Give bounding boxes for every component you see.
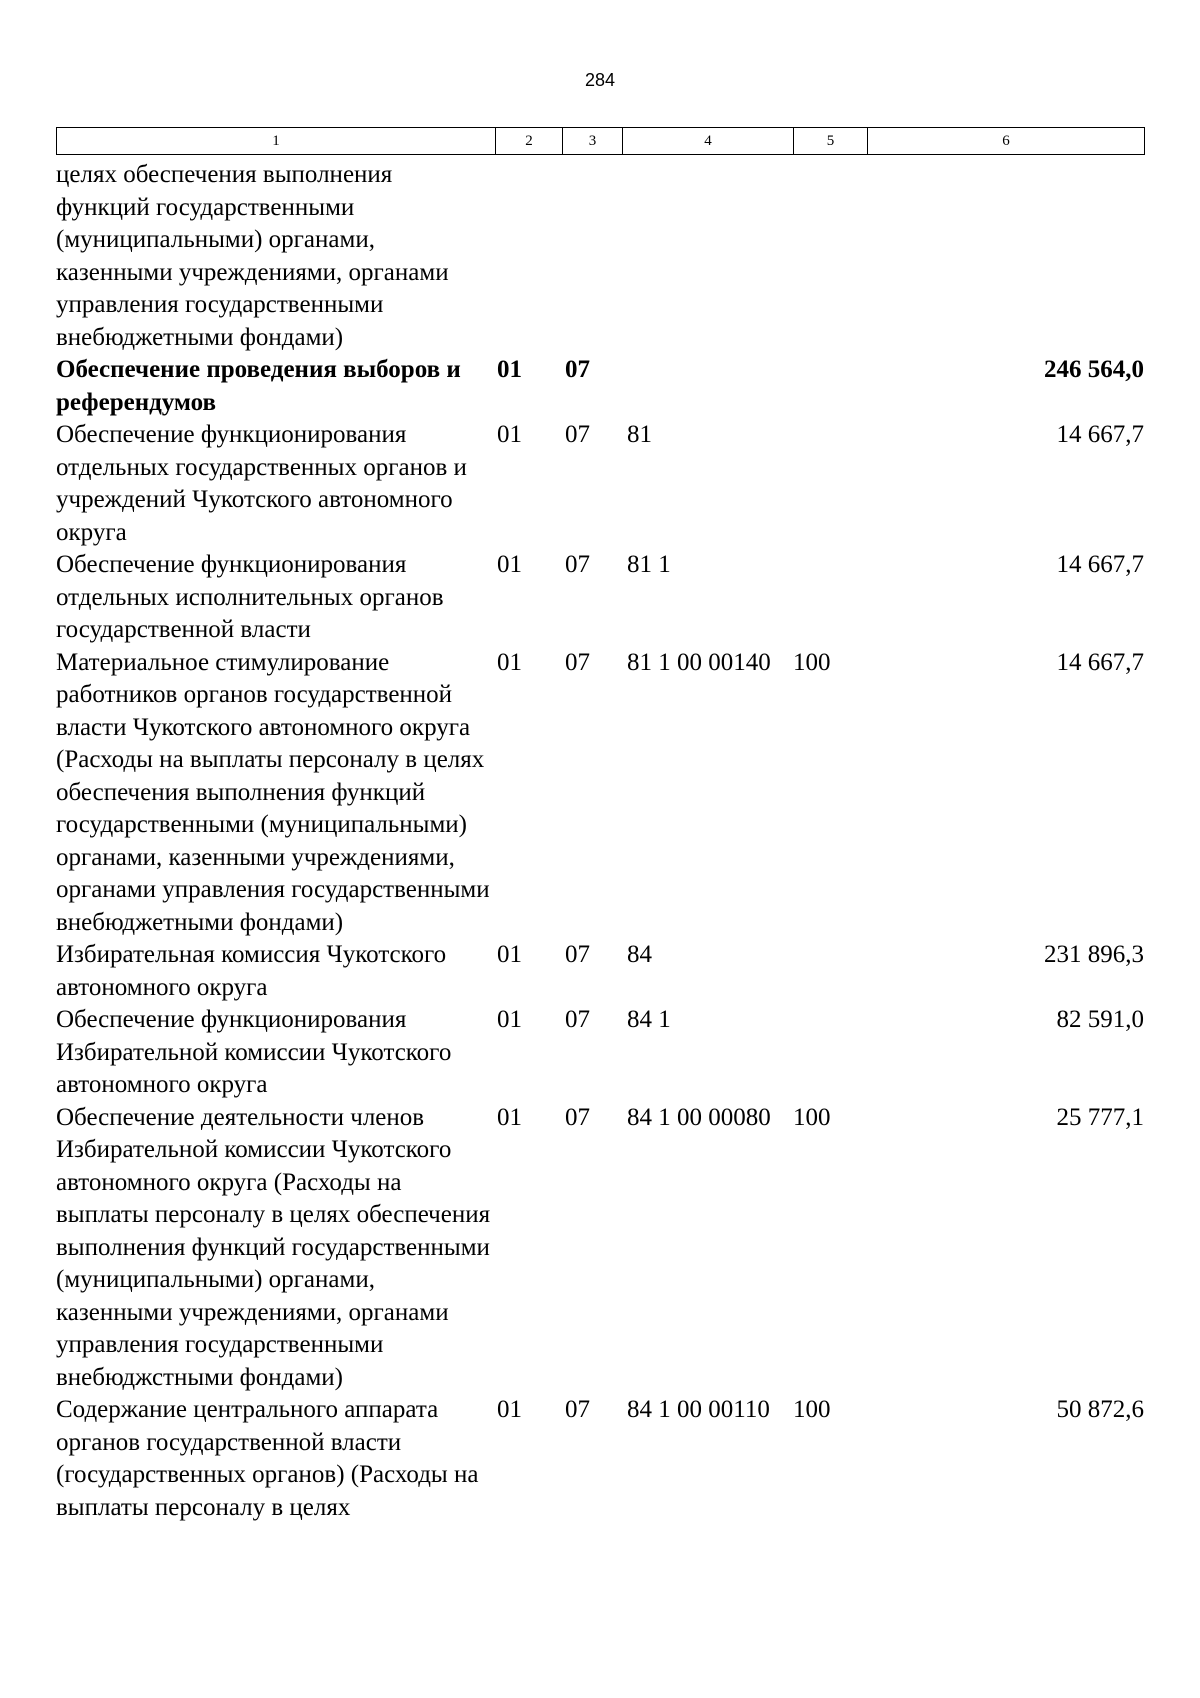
target-article-cell: 81 1 00 00140 bbox=[627, 648, 771, 676]
subsection-code-cell: 07 bbox=[565, 421, 590, 448]
column-header-5: 5 bbox=[794, 128, 868, 155]
amount-cell: 14 667,7 bbox=[1056, 551, 1144, 578]
expense-type-cell bbox=[793, 159, 867, 354]
subsection-code-cell: 07 bbox=[565, 1103, 590, 1131]
section-code-cell: 01 bbox=[497, 941, 522, 968]
amount-cell: 231 896,3 bbox=[1044, 941, 1144, 968]
section-code-cell: 01 bbox=[497, 1396, 522, 1423]
target-article-cell bbox=[622, 159, 793, 354]
subsection-code-cell: 07 bbox=[565, 1006, 590, 1033]
page-number: 284 bbox=[584, 70, 616, 90]
column-header-row bbox=[57, 128, 1145, 155]
expense-type-cell bbox=[793, 419, 867, 549]
section-code-cell: 01 bbox=[497, 421, 522, 448]
expense-type-cell bbox=[793, 939, 867, 1004]
amount-cell: 82 591,0 bbox=[1056, 1006, 1144, 1033]
section-code-cell: 01 bbox=[497, 1103, 522, 1131]
expense-type-cell bbox=[793, 1004, 867, 1102]
section-code-cell: 01 bbox=[497, 356, 522, 383]
expense-type-cell: 100 bbox=[793, 648, 831, 676]
table-row bbox=[56, 1394, 1144, 1524]
target-article-cell: 81 bbox=[627, 421, 652, 448]
column-header-4: 4 bbox=[623, 128, 794, 155]
section-code-cell bbox=[495, 159, 562, 354]
target-article-cell bbox=[622, 354, 793, 419]
expense-type-cell bbox=[793, 549, 867, 647]
row-name-cell: Обеспечение функционирования Избирательной комиссии Чукотского автономного округа bbox=[56, 1006, 452, 1098]
row-name-cell: Обеспечение деятельности членов Избирательной комиссии Чукотского автономного округа (Расходы на выплаты персоналу в целях обеспечения выполнения функций государственными (муниципальными) органами, казенными учреждениями, органами управления государственными внебюджстными фондами) bbox=[56, 1103, 491, 1391]
row-name-cell: Обеспечение функционирования отдельных исполнительных органов государственной власти bbox=[56, 551, 444, 643]
amount-cell: 14 667,7 bbox=[1056, 648, 1144, 676]
section-code-cell: 01 bbox=[497, 1006, 522, 1033]
target-article-cell: 84 1 00 00080 bbox=[627, 1103, 771, 1131]
column-header-1: 1 bbox=[57, 128, 496, 155]
subsection-code-cell: 07 bbox=[565, 941, 590, 968]
table-row bbox=[56, 1004, 1144, 1102]
row-name-cell: Обеспечение проведения выборов и референдумов bbox=[56, 356, 461, 416]
table-row bbox=[56, 549, 1144, 647]
target-article-cell: 84 1 00 00110 bbox=[627, 1396, 770, 1423]
target-article-cell: 84 bbox=[627, 941, 652, 968]
subsection-code-cell: 07 bbox=[565, 1396, 590, 1423]
row-name-cell: Содержание центрального аппарата органов государственной власти (государственных органов) (Расходы на выплаты персоналу в целях bbox=[56, 1396, 479, 1521]
column-header-3: 3 bbox=[563, 128, 623, 155]
target-article-cell: 81 1 bbox=[627, 551, 671, 578]
table-row bbox=[56, 419, 1144, 549]
section-code-cell: 01 bbox=[497, 551, 522, 578]
row-name-cell: Материальное стимулирование работников органов государственной власти Чукотского автономного округа (Расходы на выплаты персоналу в целях обеспечения выполнения функций государственными (муниципальными) органами, казенными учреждениями, органами управления государственными внебюджетными фондами) bbox=[56, 648, 490, 936]
amount-cell bbox=[867, 159, 1144, 354]
row-name-cell: Обеспечение функционирования отдельных государственных органов и учреждений Чукотского автономного округа bbox=[56, 421, 467, 546]
budget-table-body bbox=[56, 159, 1144, 1524]
subsection-code-cell: 07 bbox=[565, 551, 590, 578]
subsection-code-cell bbox=[562, 159, 622, 354]
subsection-code-cell: 07 bbox=[565, 356, 590, 383]
section-code-cell: 01 bbox=[497, 648, 522, 676]
row-name-cell: Избирательная комиссия Чукотского автономного округа bbox=[56, 941, 447, 1001]
expense-type-cell: 100 bbox=[793, 1103, 831, 1131]
row-name-cell: целях обеспечения выполнения функций государственными (муниципальными) органами, казенными учреждениями, органами управления государственными внебюджетными фондами) bbox=[56, 161, 449, 351]
table-row bbox=[56, 647, 1144, 940]
budget-table bbox=[56, 159, 1144, 1524]
target-article-cell: 84 1 bbox=[627, 1006, 671, 1033]
amount-cell: 246 564,0 bbox=[1044, 356, 1144, 383]
amount-cell: 25 777,1 bbox=[1056, 1103, 1144, 1131]
amount-cell: 14 667,7 bbox=[1056, 421, 1144, 448]
expense-type-cell: 100 bbox=[793, 1396, 831, 1423]
column-header-2: 2 bbox=[496, 128, 563, 155]
table-row bbox=[56, 354, 1144, 419]
column-header-table bbox=[56, 127, 1145, 155]
amount-cell: 50 872,6 bbox=[1056, 1396, 1144, 1423]
subsection-code-cell: 07 bbox=[565, 648, 590, 676]
expense-type-cell bbox=[793, 354, 867, 419]
table-row bbox=[56, 939, 1144, 1004]
table-row bbox=[56, 1102, 1144, 1395]
column-header-6: 6 bbox=[868, 128, 1145, 155]
table-row bbox=[56, 159, 1144, 354]
